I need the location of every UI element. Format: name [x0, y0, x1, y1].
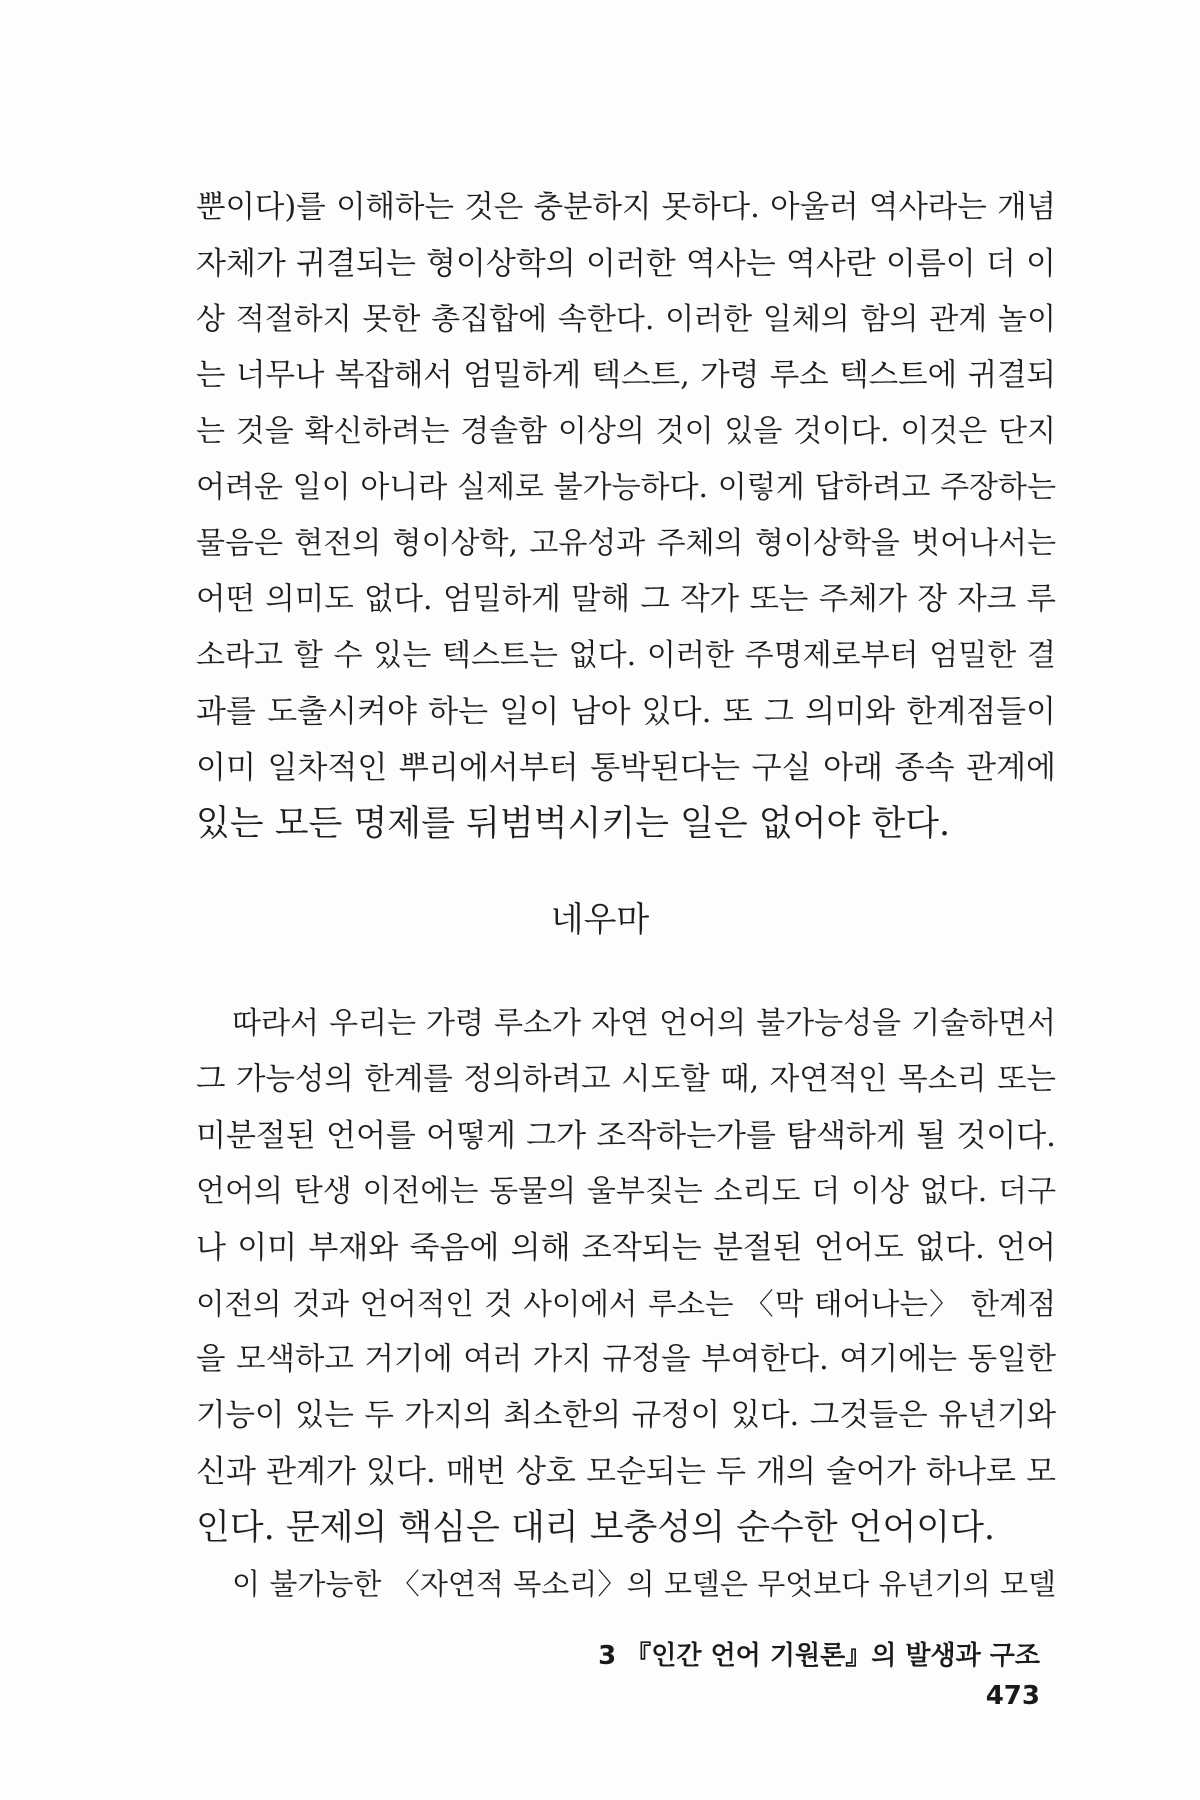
text-line: 미분절된 언어를 어떻게 그가 조작하는가를 탐색하게 될 것이다.: [196, 1118, 1056, 1154]
text-line: 는 것을 확신하려는 경솔함 이상의 것이 있을 것이다. 이것은 단지: [196, 414, 1056, 449]
text-line: 기능이 있는 두 가지의 최소한의 규정이 있다. 그것들은 유년기와: [196, 1398, 1056, 1433]
text-line: 을 모색하고 거기에 여러 가지 규정을 부여한다. 여기에는 동일한: [196, 1342, 1056, 1377]
text-line: 나 이미 부재와 죽음에 의해 조작되는 분절된 언어도 없다. 언어: [196, 1230, 1056, 1266]
text-line: 어려운 일이 아니라 실제로 불가능하다. 이렇게 답하려고 주장하는: [196, 470, 1056, 505]
text-line: 물음은 현전의 형이상학, 고유성과 주체의 형이상학을 벗어나서는: [196, 526, 1056, 561]
text-line: 소라고 할 수 있는 텍스트는 없다. 이러한 주명제로부터 엄밀한 결: [196, 638, 1056, 673]
text-line: 자체가 귀결되는 형이상학의 이러한 역사는 역사란 이름이 더 이: [196, 246, 1056, 282]
text-line: 는 너무나 복잡해서 엄밀하게 텍스트, 가령 루소 텍스트에 귀결되: [196, 358, 1056, 393]
text-line: 있는 모든 명제를 뒤범벅시키는 일은 없어야 한다.: [196, 804, 951, 844]
paragraph-2: [196, 996, 1056, 1612]
page-footer: 3 『인간 언어 기원론』의 발생과 구조 473: [598, 1641, 1040, 1711]
text-line: 신과 관계가 있다. 매번 상호 모순되는 두 개의 술어가 하나로 모: [196, 1454, 1056, 1490]
section-heading: 네우마: [550, 900, 650, 940]
text-line: 언어의 탄생 이전에는 동물의 울부짖는 소리도 더 이상 없다. 더구: [196, 1174, 1056, 1209]
text-line: 뿐이다)를 이해하는 것은 충분하지 못하다. 아울러 역사라는 개념: [196, 190, 1056, 225]
text-line: 상 적절하지 못한 총집합에 속한다. 이러한 일체의 함의 관계 놀이: [196, 302, 1056, 337]
text-line: 이 불가능한 〈자연적 목소리〉의 모델은 무엇보다 유년기의 모델: [232, 1567, 1056, 1601]
text-line: 인다. 문제의 핵심은 대리 보충성의 순수한 언어이다.: [196, 1508, 996, 1548]
text-line: 따라서 우리는 가령 루소가 자연 언어의 불가능성을 기술하면서: [232, 1006, 1056, 1041]
paragraph-1: [196, 180, 1056, 852]
text-line: 이전의 것과 언어적인 것 사이에서 루소는 〈막 태어나는〉 한계점: [196, 1287, 1056, 1321]
text-line: 그 가능성의 한계를 정의하려고 시도할 때, 자연적인 목소리 또는: [196, 1062, 1056, 1097]
text-line: 과를 도출시켜야 하는 일이 남아 있다. 또 그 의미와 한계점들이: [196, 694, 1056, 730]
text-line: 어떤 의미도 없다. 엄밀하게 말해 그 작가 또는 주체가 장 자크 루: [196, 582, 1056, 617]
text-line: 이미 일차적인 뿌리에서부터 통박된다는 구실 아래 종속 관계에: [196, 750, 1056, 786]
